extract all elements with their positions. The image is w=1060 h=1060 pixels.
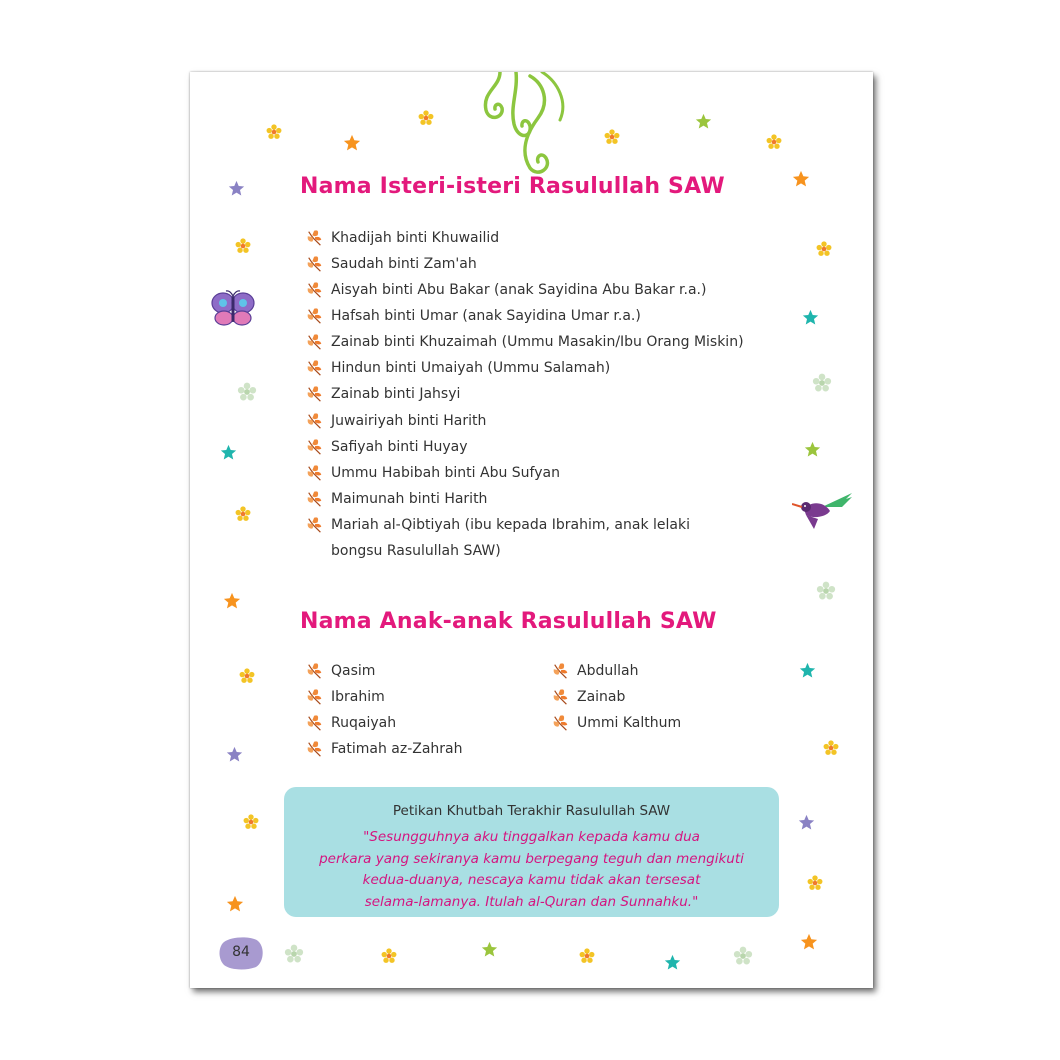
list-item bbox=[306, 278, 706, 302]
list-item bbox=[306, 461, 560, 485]
quote-title: Petikan Khutbah Terakhir Rasulullah SAW bbox=[392, 803, 671, 819]
flower-icon bbox=[811, 372, 833, 394]
children-section-title: Nama Anak-anak Rasulullah SAW bbox=[300, 609, 717, 634]
butterfly-bullet-icon bbox=[306, 516, 324, 534]
butterfly-bullet-icon bbox=[306, 438, 324, 456]
list-item bbox=[306, 487, 487, 511]
flower-icon bbox=[815, 240, 833, 258]
quote-line: kedua-duanya, nescaya kamu tidak akan tersesat bbox=[362, 872, 701, 888]
star-icon bbox=[220, 444, 237, 461]
star-icon bbox=[481, 941, 498, 958]
list-item bbox=[552, 659, 638, 683]
star-icon bbox=[226, 895, 244, 913]
butterfly-bullet-icon bbox=[552, 714, 570, 732]
butterfly-bullet-icon bbox=[306, 229, 324, 247]
list-item-text: Ummu Habibah binti Abu Sufyan bbox=[331, 465, 560, 481]
list-item-text: Mariah al-Qibtiyah (ibu kepada Ibrahim, anak lelaki bbox=[331, 517, 690, 533]
flower-icon bbox=[578, 947, 596, 965]
butterfly-bullet-icon bbox=[306, 490, 324, 508]
list-item-text: Abdullah bbox=[577, 663, 639, 679]
list-item-continuation bbox=[331, 539, 501, 563]
star-icon bbox=[804, 441, 821, 458]
list-item bbox=[306, 685, 385, 709]
star-icon bbox=[792, 170, 810, 188]
list-item bbox=[306, 737, 463, 761]
flower-icon bbox=[603, 128, 621, 146]
flower-icon bbox=[765, 133, 783, 151]
flower-icon bbox=[234, 505, 252, 523]
list-item-text: Ummi Kalthum bbox=[577, 715, 682, 731]
butterfly-bullet-icon bbox=[306, 255, 324, 273]
butterfly-bullet-icon bbox=[306, 281, 324, 299]
list-item bbox=[306, 382, 460, 406]
list-item bbox=[306, 330, 744, 354]
star-icon bbox=[228, 180, 245, 197]
butterfly-bullet-icon bbox=[306, 333, 324, 351]
wives-section-title: Nama Isteri-isteri Rasulullah SAW bbox=[300, 174, 725, 199]
flower-icon bbox=[238, 667, 256, 685]
star-icon bbox=[664, 954, 681, 971]
flower-icon bbox=[236, 381, 258, 403]
list-item-text: Aisyah binti Abu Bakar (anak Sayidina Abu Bakar r.a.) bbox=[331, 282, 707, 298]
flower-icon bbox=[417, 109, 435, 127]
butterfly-icon bbox=[210, 290, 256, 328]
flower-icon bbox=[806, 874, 824, 892]
list-item bbox=[306, 304, 641, 328]
star-icon bbox=[695, 113, 712, 130]
list-item bbox=[552, 711, 681, 735]
star-icon bbox=[343, 134, 361, 152]
list-item-text: Zainab bbox=[577, 689, 626, 705]
star-icon bbox=[800, 933, 818, 951]
flower-icon bbox=[822, 739, 840, 757]
list-item-text: bongsu Rasulullah SAW) bbox=[331, 543, 501, 559]
butterfly-bullet-icon bbox=[552, 688, 570, 706]
butterfly-bullet-icon bbox=[306, 688, 324, 706]
flower-icon bbox=[283, 943, 305, 965]
butterfly-bullet-icon bbox=[306, 412, 324, 430]
page-number: 84 bbox=[232, 944, 250, 960]
list-item-text: Ruqaiyah bbox=[331, 715, 397, 731]
list-item-text: Juwairiyah binti Harith bbox=[331, 413, 487, 429]
butterfly-bullet-icon bbox=[306, 464, 324, 482]
butterfly-bullet-icon bbox=[306, 662, 324, 680]
list-item-text: Hafsah binti Umar (anak Sayidina Umar r.a.) bbox=[331, 308, 641, 324]
page-number-badge bbox=[218, 936, 264, 970]
list-item bbox=[306, 409, 486, 433]
list-item-text: Hindun binti Umaiyah (Ummu Salamah) bbox=[331, 360, 611, 376]
flower-icon bbox=[732, 945, 754, 967]
quote-line: perkara yang sekiranya kamu berpegang teguh dan mengikuti bbox=[319, 850, 744, 867]
list-item bbox=[306, 513, 690, 537]
quote-body bbox=[296, 827, 767, 913]
flower-icon bbox=[242, 813, 260, 831]
list-item-text: Khadijah binti Khuwailid bbox=[331, 230, 500, 246]
list-item bbox=[306, 226, 499, 250]
butterfly-bullet-icon bbox=[306, 359, 324, 377]
list-item-text: Ibrahim bbox=[331, 689, 385, 705]
star-icon bbox=[223, 592, 241, 610]
list-item bbox=[552, 685, 625, 709]
butterfly-bullet-icon bbox=[306, 740, 324, 758]
star-icon bbox=[226, 746, 243, 763]
flower-icon bbox=[815, 580, 837, 602]
list-item-text: Saudah binti Zam'ah bbox=[331, 256, 477, 272]
list-item-text: Fatimah az-Zahrah bbox=[331, 741, 463, 757]
list-item-text: Safiyah binti Huyay bbox=[331, 439, 468, 455]
list-item bbox=[306, 659, 375, 683]
list-item-text: Maimunah binti Harith bbox=[331, 491, 488, 507]
star-icon bbox=[798, 814, 815, 831]
quote-line: selama-lamanya. Itulah al-Quran dan Sunnahku." bbox=[364, 893, 699, 910]
butterfly-bullet-icon bbox=[306, 385, 324, 403]
list-item-text: Qasim bbox=[331, 663, 376, 679]
swirl-vine-icon bbox=[478, 72, 570, 174]
quote-box bbox=[284, 787, 779, 917]
list-item bbox=[306, 356, 610, 380]
butterfly-bullet-icon bbox=[306, 714, 324, 732]
list-item bbox=[306, 711, 396, 735]
flower-icon bbox=[265, 123, 283, 141]
quote-line: "Sesungguhnya aku tinggalkan kepada kamu dua bbox=[363, 829, 700, 845]
star-icon bbox=[799, 662, 816, 679]
hummingbird-icon bbox=[792, 489, 854, 531]
star-icon bbox=[802, 309, 819, 326]
list-item bbox=[306, 252, 477, 276]
list-item bbox=[306, 435, 468, 459]
list-item-text: Zainab binti Khuzaimah (Ummu Masakin/Ibu Orang Miskin) bbox=[331, 334, 744, 350]
butterfly-bullet-icon bbox=[306, 307, 324, 325]
flower-icon bbox=[234, 237, 252, 255]
flower-icon bbox=[380, 947, 398, 965]
list-item-text: Zainab binti Jahsyi bbox=[331, 386, 461, 402]
butterfly-bullet-icon bbox=[552, 662, 570, 680]
